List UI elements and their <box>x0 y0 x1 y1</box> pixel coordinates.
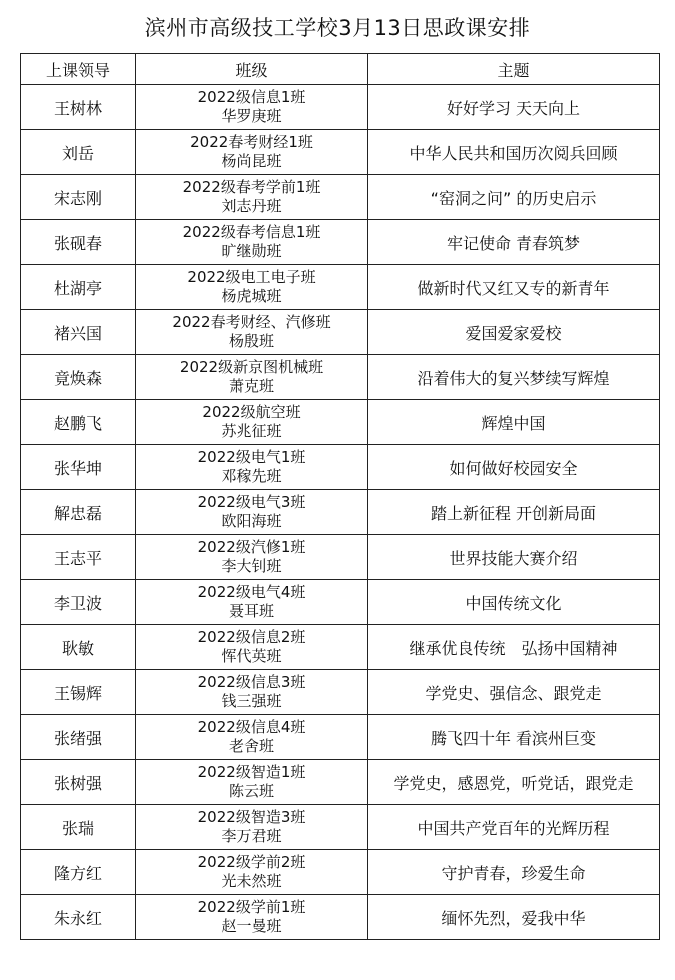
class-cell <box>136 400 368 445</box>
class-cell <box>136 895 368 940</box>
topic-cell: 继承优良传统 弘扬中国精神 <box>368 625 660 670</box>
class-cell <box>136 715 368 760</box>
class-cell <box>136 130 368 175</box>
topic-cell: 守护青春，珍爱生命 <box>368 850 660 895</box>
class-name: 2022级学前2班 <box>197 853 306 871</box>
class-name: 2022级电工电子班 <box>187 268 316 286</box>
class-honorific-name: 赵一曼班 <box>221 917 282 935</box>
class-cell <box>136 760 368 805</box>
topic-cell: 爱国爱家爱校 <box>368 310 660 355</box>
class-cell <box>136 535 368 580</box>
topic-cell: 如何做好校园安全 <box>368 445 660 490</box>
table-row <box>21 535 660 580</box>
class-name: 2022级春考信息1班 <box>182 223 321 241</box>
leader-cell: 褚兴国 <box>21 310 136 355</box>
leader-cell: 王志平 <box>21 535 136 580</box>
leader-cell: 张绪强 <box>21 715 136 760</box>
class-cell <box>136 355 368 400</box>
class-cell <box>136 850 368 895</box>
class-cell <box>136 625 368 670</box>
class-honorific-name: 刘志丹班 <box>221 197 282 215</box>
class-name: 2022级信息2班 <box>197 628 306 646</box>
schedule-table <box>20 53 660 940</box>
table-row <box>21 130 660 175</box>
table-row <box>21 85 660 130</box>
leader-cell: 宋志刚 <box>21 175 136 220</box>
class-cell <box>136 220 368 265</box>
class-cell <box>136 175 368 220</box>
topic-cell: 腾飞四十年 看滨州巨变 <box>368 715 660 760</box>
class-cell <box>136 805 368 850</box>
class-honorific-name: 陈云班 <box>228 782 274 800</box>
topic-cell: 中国传统文化 <box>368 580 660 625</box>
class-name: 2022级电气4班 <box>197 583 306 601</box>
class-name: 2022级航空班 <box>202 403 301 421</box>
class-cell <box>136 580 368 625</box>
leader-cell: 耿敏 <box>21 625 136 670</box>
page-title: 滨州市高级技工学校3月13日思政课安排 <box>144 16 531 40</box>
class-name: 2022级春考学前1班 <box>182 178 321 196</box>
class-honorific-name: 钱三强班 <box>221 692 282 710</box>
class-name: 2022春考财经、汽修班 <box>172 313 331 331</box>
class-name: 2022级新京图机械班 <box>179 358 324 376</box>
leader-cell: 李卫波 <box>21 580 136 625</box>
leader-cell: 张砚春 <box>21 220 136 265</box>
leader-cell: 王树林 <box>21 85 136 130</box>
topic-cell: 辉煌中国 <box>368 400 660 445</box>
leader-cell: 张瑞 <box>21 805 136 850</box>
class-name: 2022级信息1班 <box>197 88 306 106</box>
topic-cell: 学党史，感恩党，听党话，跟党走 <box>368 760 660 805</box>
topic-cell: “窑洞之问” 的历史启示 <box>368 175 660 220</box>
leader-cell: 赵鹏飞 <box>21 400 136 445</box>
leader-cell: 王锡辉 <box>21 670 136 715</box>
class-cell <box>136 310 368 355</box>
table-row <box>21 445 660 490</box>
topic-cell: 中国共产党百年的光辉历程 <box>368 805 660 850</box>
topic-cell: 沿着伟大的复兴梦续写辉煌 <box>368 355 660 400</box>
table-row <box>21 355 660 400</box>
table-row <box>21 490 660 535</box>
leader-cell: 朱永红 <box>21 895 136 940</box>
class-honorific-name: 老舍班 <box>228 737 274 755</box>
class-cell <box>136 265 368 310</box>
class-honorific-name: 苏兆征班 <box>221 422 282 440</box>
table-body <box>21 85 660 940</box>
class-honorific-name: 恽代英班 <box>221 647 282 665</box>
table-row <box>21 850 660 895</box>
class-honorific-name: 萧克班 <box>228 377 274 395</box>
header-class: 班级 <box>136 54 368 85</box>
topic-cell: 学党史、强信念、跟党走 <box>368 670 660 715</box>
topic-cell: 踏上新征程 开创新局面 <box>368 490 660 535</box>
topic-cell: 做新时代又红又专的新青年 <box>368 265 660 310</box>
class-name: 2022级智造1班 <box>197 763 306 781</box>
table-row <box>21 310 660 355</box>
class-name: 2022级学前1班 <box>197 898 306 916</box>
class-honorific-name: 光未然班 <box>221 872 282 890</box>
leader-cell: 杜湖亭 <box>21 265 136 310</box>
class-name: 2022级信息4班 <box>197 718 306 736</box>
table-row <box>21 265 660 310</box>
leader-cell: 解忠磊 <box>21 490 136 535</box>
topic-cell: 世界技能大赛介绍 <box>368 535 660 580</box>
class-name: 2022级信息3班 <box>197 673 306 691</box>
class-honorific-name: 杨虎城班 <box>221 287 282 305</box>
table-row <box>21 670 660 715</box>
class-name: 2022级汽修1班 <box>197 538 306 556</box>
leader-cell: 张树强 <box>21 760 136 805</box>
header-leader: 上课领导 <box>21 54 136 85</box>
class-honorific-name: 邓稼先班 <box>221 467 282 485</box>
table-row <box>21 580 660 625</box>
topic-cell: 好好学习 天天向上 <box>368 85 660 130</box>
class-honorific-name: 旷继勋班 <box>221 242 282 260</box>
table-row <box>21 760 660 805</box>
class-cell <box>136 85 368 130</box>
class-name: 2022级电气1班 <box>197 448 306 466</box>
class-honorific-name: 杨尚昆班 <box>221 152 282 170</box>
table-row <box>21 715 660 760</box>
table-row <box>21 625 660 670</box>
leader-cell: 竟焕森 <box>21 355 136 400</box>
class-honorific-name: 欧阳海班 <box>221 512 282 530</box>
leader-cell: 隆方红 <box>21 850 136 895</box>
table-row <box>21 175 660 220</box>
header-topic: 主题 <box>368 54 660 85</box>
class-honorific-name: 李大钊班 <box>221 557 282 575</box>
table-row <box>21 220 660 265</box>
table-header-row <box>21 54 660 85</box>
class-name: 2022级智造3班 <box>197 808 306 826</box>
class-honorific-name: 聂耳班 <box>228 602 274 620</box>
class-name: 2022春考财经1班 <box>190 133 313 151</box>
table-row <box>21 805 660 850</box>
class-honorific-name: 华罗庚班 <box>221 107 282 125</box>
table-row <box>21 895 660 940</box>
leader-cell: 张华坤 <box>21 445 136 490</box>
class-honorific-name: 杨殷班 <box>228 332 274 350</box>
topic-cell: 缅怀先烈，爱我中华 <box>368 895 660 940</box>
class-cell <box>136 445 368 490</box>
table-row <box>21 400 660 445</box>
topic-cell: 中华人民共和国历次阅兵回顾 <box>368 130 660 175</box>
leader-cell: 刘岳 <box>21 130 136 175</box>
topic-cell: 牢记使命 青春筑梦 <box>368 220 660 265</box>
class-honorific-name: 李万君班 <box>221 827 282 845</box>
class-name: 2022级电气3班 <box>197 493 306 511</box>
class-cell <box>136 490 368 535</box>
class-cell <box>136 670 368 715</box>
